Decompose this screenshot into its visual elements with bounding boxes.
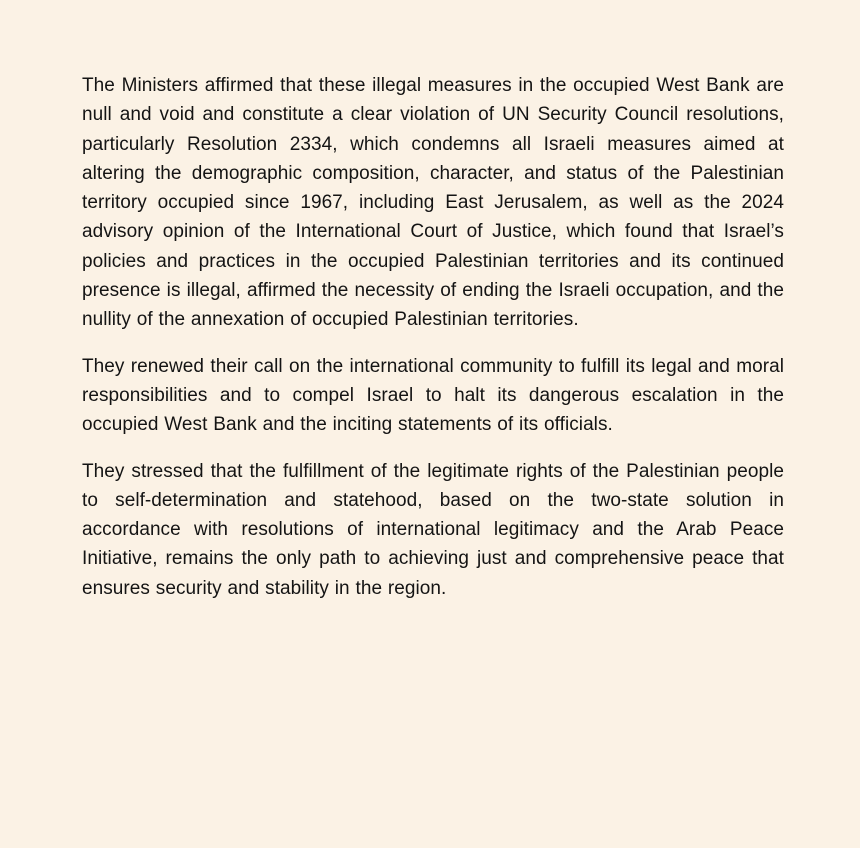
- paragraph-ministers-affirmation: The Ministers affirmed that these illegal measures in the occupied West Bank are null and void and constitute a clear violation of UN Security Council resolutions, particularly Resolution 2334, which condemns all Israeli measures aimed at altering the demographic composition, character, and status of the Palestinian territory occupied since 1967, including East Jerusalem, as well as the 2024 advisory opinion of the International Court of Justice, which found that Israel’s policies and practices in the occupied Palestinian territories and its continued presence is illegal, affirmed the necessity of ending the Israeli occupation, and the nullity of the annexation of occupied Palestinian territories.: [82, 75, 784, 331]
- paragraph-legitimate-rights: They stressed that the fulfillment of the legitimate rights of the Palestinian people to self-determination and statehood, based on the two-state solution in accordance with resolutions of international legitimacy and the Arab Peace Initiative, remains the only path to achieving just and comprehensive peace that ensures security and stability in the region.: [82, 460, 784, 599]
- paragraph-international-call: They renewed their call on the international community to fulfill its legal and moral responsibilities and to compel Israel to halt its dangerous escalation in the occupied West Bank and the inciting statements of its officials.: [82, 355, 784, 436]
